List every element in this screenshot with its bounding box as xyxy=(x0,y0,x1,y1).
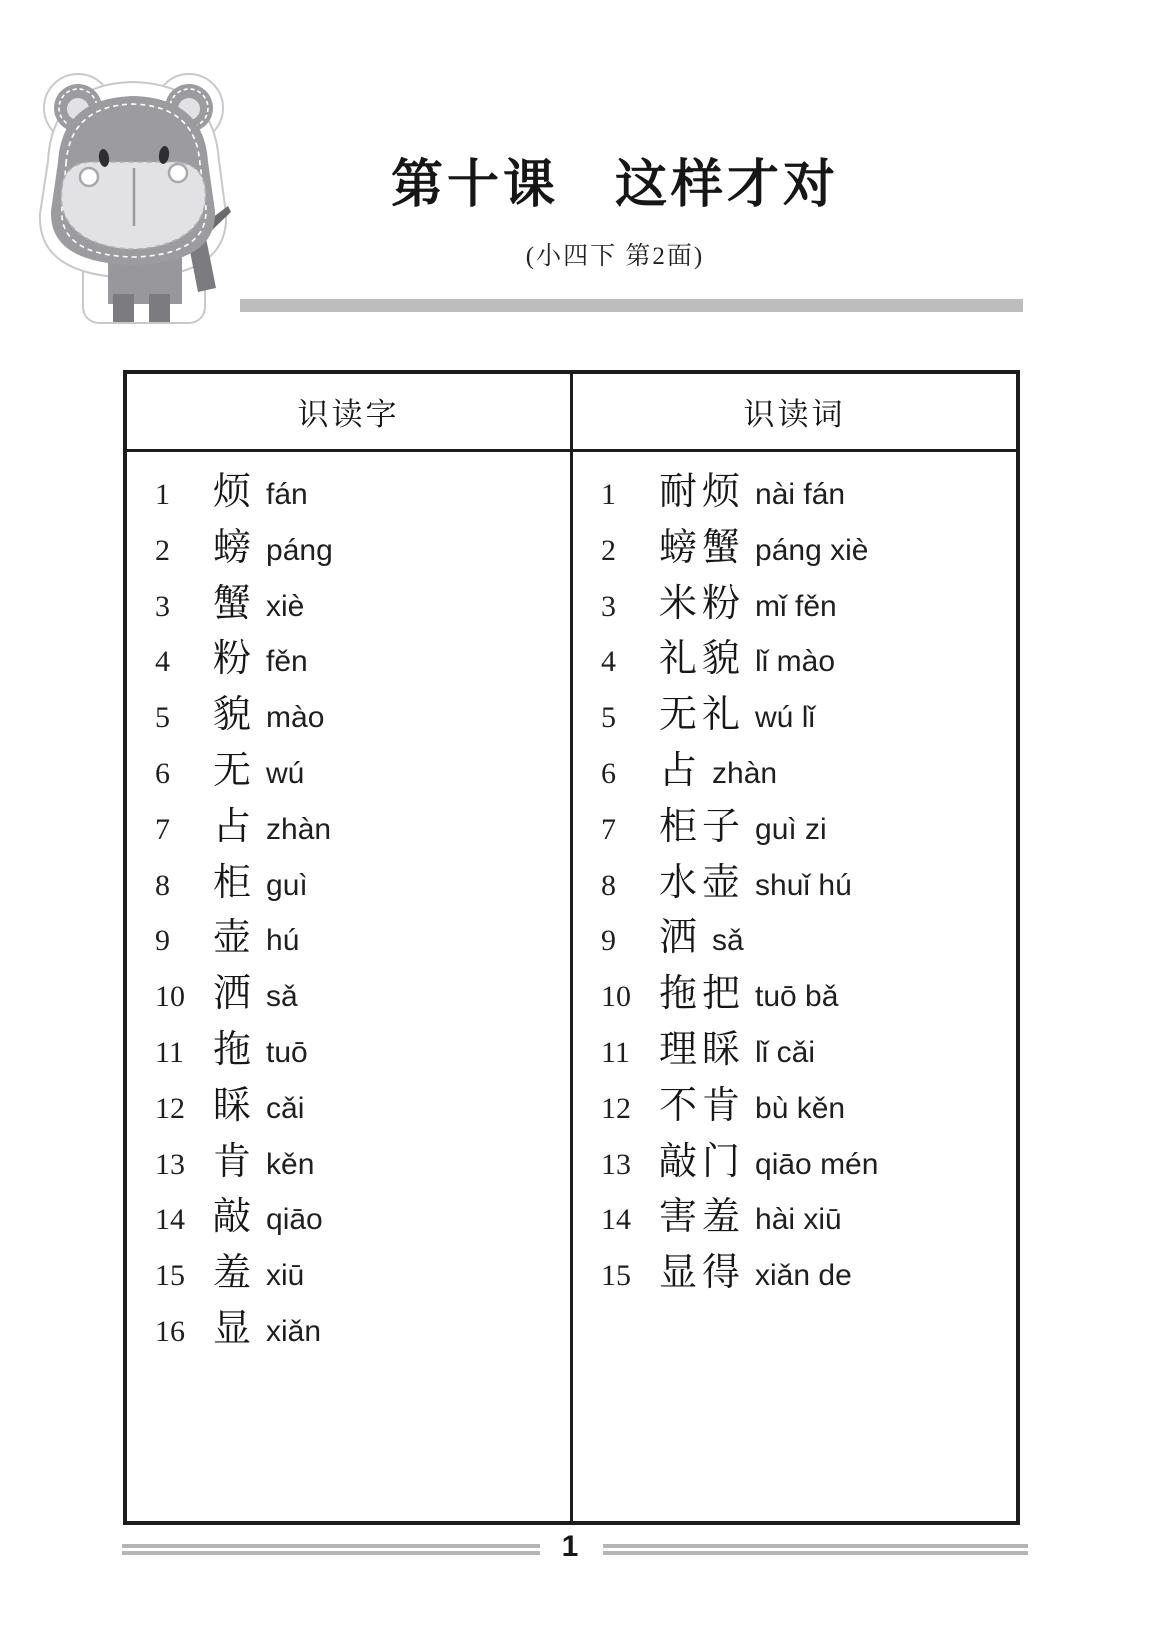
entry-hanzi: 米粉 xyxy=(659,582,746,625)
entry-number: 3 xyxy=(601,589,616,623)
entry-hanzi: 壶 xyxy=(213,917,257,960)
entry-number: 3 xyxy=(155,589,170,623)
vocab-row xyxy=(601,632,1016,688)
entry-hanzi: 貌 xyxy=(213,694,257,737)
entry-hanzi: 占 xyxy=(659,749,703,792)
vocab-row xyxy=(155,1190,570,1246)
vocab-row xyxy=(155,1246,570,1302)
entry-hanzi: 羞 xyxy=(213,1252,257,1295)
column-header-words: 识读词 xyxy=(743,397,846,432)
entry-pinyin: kěn xyxy=(266,1147,315,1181)
entry-number: 8 xyxy=(155,868,170,902)
entry-number: 14 xyxy=(601,1203,631,1237)
entry-number: 7 xyxy=(155,812,170,846)
entry-hanzi: 不肯 xyxy=(659,1084,746,1127)
entry-pinyin: tuō bǎ xyxy=(755,980,839,1014)
entry-hanzi: 螃 xyxy=(213,526,257,569)
entry-number: 7 xyxy=(601,812,616,846)
entry-pinyin: wú xyxy=(266,756,305,790)
entry-number: 8 xyxy=(601,868,616,902)
entry-pinyin: wú lǐ xyxy=(755,701,816,735)
entry-number: 5 xyxy=(601,701,616,735)
entry-hanzi: 无 xyxy=(213,749,257,792)
footer-rule-right xyxy=(603,1544,1028,1548)
vocab-row xyxy=(155,967,570,1023)
entry-pinyin: lǐ cǎi xyxy=(755,1035,816,1069)
entry-hanzi: 螃蟹 xyxy=(659,526,746,569)
vocab-row xyxy=(155,911,570,967)
entry-number: 6 xyxy=(155,756,170,790)
entry-pinyin: xiǎn xyxy=(266,1314,322,1348)
entry-pinyin: cǎi xyxy=(266,1091,305,1125)
entry-hanzi: 洒 xyxy=(213,973,257,1016)
page-subtitle: (小四下 第2面) xyxy=(525,243,705,270)
vocab-row xyxy=(601,1079,1016,1135)
entry-number: 16 xyxy=(155,1314,185,1348)
vocab-row xyxy=(601,1135,1016,1191)
entry-hanzi: 害羞 xyxy=(659,1196,746,1239)
entry-number: 10 xyxy=(155,980,185,1014)
entry-number: 12 xyxy=(601,1091,631,1125)
vocab-row xyxy=(601,967,1016,1023)
footer-rule-right xyxy=(603,1551,1028,1555)
vocab-row xyxy=(155,1079,570,1135)
entry-pinyin: zhàn xyxy=(266,812,332,846)
vocab-row xyxy=(601,688,1016,744)
entry-number: 15 xyxy=(155,1259,185,1293)
footer-rule-left xyxy=(122,1551,540,1555)
entry-pinyin: zhàn xyxy=(712,756,778,790)
entry-pinyin: tuō xyxy=(266,1035,308,1069)
entry-number: 1 xyxy=(155,478,170,511)
entry-hanzi: 蟹 xyxy=(213,582,257,625)
vocab-row xyxy=(601,521,1016,577)
entry-hanzi: 烦 xyxy=(213,471,257,513)
vocab-row xyxy=(601,465,1016,521)
vocab-row xyxy=(155,1023,570,1079)
entry-pinyin: nài fán xyxy=(755,478,846,511)
entry-hanzi: 耐烦 xyxy=(659,471,746,513)
vocab-row xyxy=(155,688,570,744)
entry-hanzi: 敲门 xyxy=(659,1140,746,1183)
entry-hanzi: 睬 xyxy=(213,1084,257,1127)
vocab-row xyxy=(601,1023,1016,1079)
entry-number: 11 xyxy=(155,1035,184,1069)
entry-pinyin: xiè xyxy=(266,589,305,623)
entry-number: 11 xyxy=(601,1035,630,1069)
entry-hanzi: 显得 xyxy=(659,1252,746,1295)
entry-hanzi: 肯 xyxy=(213,1140,257,1183)
entry-pinyin: hú xyxy=(266,924,300,958)
entry-pinyin: fán xyxy=(266,478,308,511)
vocab-row xyxy=(155,577,570,633)
entry-hanzi: 水壶 xyxy=(659,861,746,904)
entry-hanzi: 柜子 xyxy=(659,805,746,848)
vocab-row xyxy=(155,744,570,800)
entry-pinyin: sǎ xyxy=(266,980,298,1014)
entry-hanzi: 显 xyxy=(213,1307,257,1350)
entry-pinyin: shuǐ hú xyxy=(755,868,852,902)
column-header-characters: 识读字 xyxy=(127,374,573,449)
vocab-row xyxy=(601,800,1016,856)
entry-number: 14 xyxy=(155,1203,185,1237)
entry-pinyin: hài xiū xyxy=(755,1203,842,1237)
entry-number: 6 xyxy=(601,756,616,790)
entry-number: 9 xyxy=(601,924,616,958)
entry-number: 2 xyxy=(155,533,170,567)
footer-rule-left xyxy=(122,1544,540,1548)
vocab-row xyxy=(601,1190,1016,1246)
entry-number: 2 xyxy=(601,533,616,567)
entry-pinyin: fěn xyxy=(266,645,308,679)
entry-hanzi: 粉 xyxy=(213,638,257,681)
entry-pinyin: qiāo xyxy=(266,1203,323,1237)
page-title: 第十课 这样才对 xyxy=(390,157,839,214)
vocab-row xyxy=(601,577,1016,633)
entry-number: 5 xyxy=(155,701,170,735)
entry-pinyin: páng xiè xyxy=(755,533,869,567)
entry-hanzi: 柜 xyxy=(213,861,257,904)
entry-number: 9 xyxy=(155,924,170,958)
vocab-row xyxy=(155,632,570,688)
entry-pinyin: xiǎn de xyxy=(755,1259,852,1293)
entry-number: 15 xyxy=(601,1259,631,1293)
page-number: 1 xyxy=(561,1530,579,1563)
entry-hanzi: 拖把 xyxy=(659,973,746,1016)
entry-hanzi: 礼貌 xyxy=(659,638,746,681)
vocab-row xyxy=(155,800,570,856)
entry-number: 13 xyxy=(155,1147,185,1181)
entry-number: 1 xyxy=(601,478,616,511)
entry-hanzi: 拖 xyxy=(213,1028,257,1071)
entry-pinyin: páng xyxy=(266,533,333,567)
vocab-row xyxy=(155,521,570,577)
entry-pinyin: qiāo mén xyxy=(755,1147,879,1181)
entry-number: 10 xyxy=(601,980,631,1014)
entry-number: 4 xyxy=(601,645,616,679)
entry-hanzi: 理睬 xyxy=(659,1028,746,1071)
characters-column xyxy=(127,452,573,1521)
entry-hanzi: 占 xyxy=(213,805,257,848)
entry-pinyin: guì zi xyxy=(755,812,827,846)
vocab-row xyxy=(155,856,570,912)
header-divider-bar xyxy=(240,299,1023,312)
table-header-row xyxy=(127,374,1016,452)
vocab-row xyxy=(601,856,1016,912)
entry-hanzi: 敲 xyxy=(213,1196,257,1239)
vocab-row xyxy=(155,1302,570,1358)
entry-number: 12 xyxy=(155,1091,185,1125)
vocab-row xyxy=(155,1135,570,1191)
entry-number: 13 xyxy=(601,1147,631,1181)
entry-pinyin: mǐ fěn xyxy=(755,589,837,623)
vocab-row xyxy=(155,465,570,521)
vocabulary-table xyxy=(123,370,1020,1525)
entry-pinyin: mào xyxy=(266,701,325,735)
entry-hanzi: 无礼 xyxy=(659,694,746,737)
entry-pinyin: lǐ mào xyxy=(755,645,836,679)
entry-number: 4 xyxy=(155,645,170,679)
vocab-row xyxy=(601,911,1016,967)
vocab-row xyxy=(601,1246,1016,1302)
vocab-row xyxy=(601,744,1016,800)
entry-pinyin: xiū xyxy=(266,1259,305,1293)
entry-pinyin: sǎ xyxy=(712,924,744,958)
entry-hanzi: 洒 xyxy=(659,917,703,960)
entry-pinyin: guì xyxy=(266,868,308,902)
entry-pinyin: bù kěn xyxy=(755,1091,846,1125)
words-column xyxy=(573,452,1016,1521)
